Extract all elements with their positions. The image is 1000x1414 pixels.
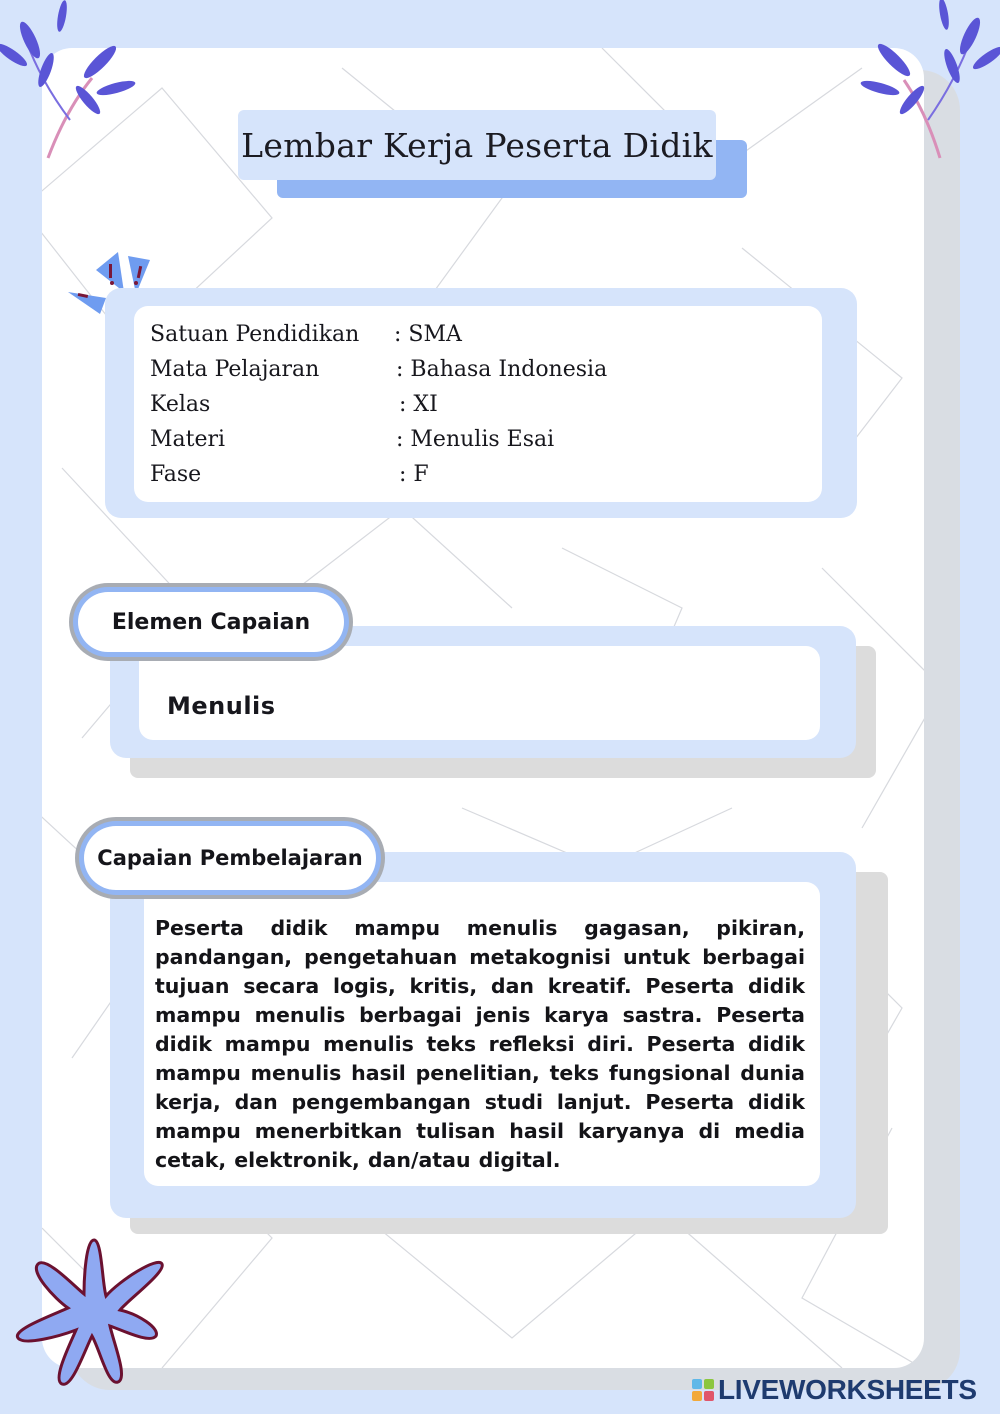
info-label: Materi [150, 427, 226, 452]
info-label: Kelas [150, 392, 211, 417]
leaf-branch-top-right-icon [858, 0, 1000, 165]
liveworksheets-wordmark: LIVEWORKSHEETS [718, 1374, 977, 1405]
info-label: Mata Pelajaran [150, 357, 320, 382]
leaf-branch-top-left-icon [0, 0, 140, 165]
info-value: : F [399, 462, 429, 487]
capaian-text: Peserta didik mampu menulis gagasan, pikiran, pandangan, pengetahuan metakognisi untuk berbagai tujuan secara logis, kritis, dan kreatif. Peserta didik mampu menulis berbagai jenis karya sastra. Peserta didik mampu menulis teks refleksi diri. Peserta didik mampu menulis hasil penelitian, teks fungsional dunia kerja, dan pengembangan studi lanjut. Peserta didik mampu menerbitkan tulisan hasil karyanya di media cetak, elektronik, dan/atau digital. [155, 916, 805, 1172]
page-title: Lembar Kerja Peserta Didik [241, 125, 713, 165]
info-label: Satuan Pendidikan [150, 322, 360, 347]
info-value: : Bahasa Indonesia [396, 357, 608, 382]
liveworksheets-logo [692, 1374, 988, 1406]
info-value: : XI [399, 392, 438, 417]
info-value: : Menulis Esai [396, 427, 555, 452]
elemen-value: Menulis [167, 692, 276, 720]
liveworksheets-mark-icon [692, 1379, 714, 1401]
splat-star-icon [10, 1232, 170, 1394]
title-banner [238, 110, 716, 180]
capaian-pembelajaran-heading: Capaian Pembelajaran [84, 826, 376, 890]
info-label: Fase [150, 462, 202, 487]
elemen-capaian-heading: Elemen Capaian [78, 592, 344, 652]
info-value: : SMA [394, 322, 462, 347]
